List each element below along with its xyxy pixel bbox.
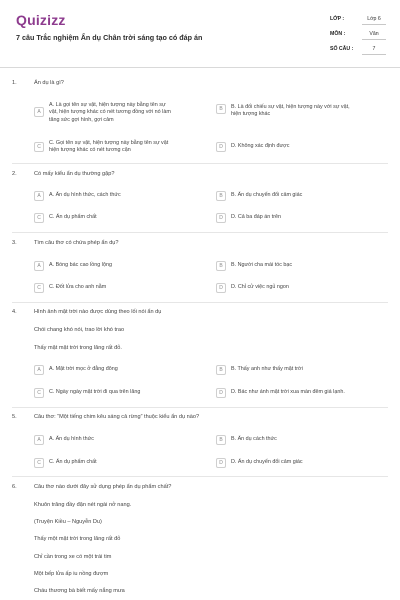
option-a[interactable] <box>34 191 121 201</box>
option-text: D. Ẩn dụ chuyển đổi cảm giác <box>231 459 303 465</box>
option-c[interactable] <box>34 140 168 155</box>
option-a[interactable] <box>34 102 171 124</box>
option-line: C. Gọi tên sự vật, hiện tượng này bằng tên sự vật <box>49 140 169 146</box>
worksheet-title: 7 câu Trắc nghiệm Ẩn dụ Chân trời sáng tạo có đáp án <box>16 33 203 42</box>
subject-label: MÔN : <box>330 31 346 37</box>
option-line: hiện tượng khác <box>231 111 271 118</box>
option-letter: D <box>216 458 226 468</box>
option-letter: A <box>34 191 44 201</box>
option-letter: A <box>34 365 44 375</box>
grade-label: LỚP : <box>330 16 345 22</box>
option-b[interactable] <box>216 191 302 201</box>
option-text: A. Bóng bác cao lồng lộng <box>49 262 112 268</box>
option-letter: B <box>216 261 226 271</box>
option-text: A. Ẩn dụ hình thức <box>49 436 94 442</box>
question-text-line: (Truyện Kiều – Nguyễn Du) <box>34 519 102 525</box>
option-letter: B <box>216 191 226 201</box>
question-text-line: Thấy một mặt trời trong lăng rất đỏ <box>34 536 121 542</box>
option-line: B. Là đối chiếu sự vật, hiện tượng này với sự vật, <box>231 104 350 110</box>
option-letter: D <box>216 388 226 398</box>
question-text-line: Một bếp lửa ấp iu nồng đượm <box>34 571 109 577</box>
question-text-line: Cháu thương bà biết mấy nắng mưa <box>34 588 125 594</box>
option-text: B. Thấy anh như thấy mặt trời <box>231 366 303 372</box>
option-letter: C <box>34 388 44 398</box>
option-b[interactable] <box>216 435 277 445</box>
option-text <box>49 140 168 155</box>
option-c[interactable] <box>34 388 140 398</box>
option-text <box>231 104 350 119</box>
option-text: B. Ẩn dụ cách thức <box>231 436 277 442</box>
question-text-line: Khuôn trăng đầy đặn nét ngài nở nang. <box>34 502 132 508</box>
grade-value: Lớp 6 <box>362 16 386 25</box>
option-d[interactable] <box>216 283 289 293</box>
option-d[interactable] <box>216 213 281 223</box>
option-text: D. Không xác định được <box>231 143 290 149</box>
option-letter: D <box>216 283 226 293</box>
quizizz-logo: Quizizz <box>16 12 66 28</box>
option-text: A. Ẩn dụ hình thức, cách thức <box>49 192 121 198</box>
option-line: hiện tượng khác có nét tương cận <box>49 147 131 154</box>
option-letter: B <box>216 104 226 114</box>
option-letter: C <box>34 142 44 152</box>
option-line: vật, hiện tượng khác có nét tương đồng với nó làm <box>49 109 171 116</box>
option-text: B. Ẩn dụ chuyển đổi cảm giác <box>231 192 303 198</box>
question-count-value: 7 <box>362 46 386 55</box>
option-letter: D <box>216 213 226 223</box>
option-letter: C <box>34 458 44 468</box>
option-d[interactable] <box>216 458 303 468</box>
header-divider <box>0 67 400 68</box>
question-divider <box>12 232 388 233</box>
question-text: Câu thơ: “Một tiếng chim kêu sáng cả rừng” thuộc kiểu ẩn dụ nào? <box>34 414 200 420</box>
option-letter: D <box>216 142 226 152</box>
option-letter: C <box>34 283 44 293</box>
question-number: 2. <box>12 171 17 177</box>
option-b[interactable] <box>216 365 303 375</box>
option-line: A. Là gọi tên sự vật, hiện tượng này bằng tên sự <box>49 102 166 108</box>
worksheet-header <box>0 0 400 66</box>
option-text: D. Cả ba đáp án trên <box>231 214 282 220</box>
question-text: Tìm câu thơ có chứa phép ẩn dụ? <box>34 240 119 246</box>
option-a[interactable] <box>34 435 94 445</box>
option-text: C. Ẩn dụ phẩm chất <box>49 459 97 465</box>
subject-value: Văn <box>362 31 386 40</box>
question-text: Có mấy kiểu ẩn dụ thường gặp? <box>34 171 115 177</box>
option-text: D. Chỉ cử việc ngủ ngon <box>231 284 289 290</box>
option-letter: A <box>34 261 44 271</box>
question-number: 5. <box>12 414 17 420</box>
option-d[interactable] <box>216 142 289 152</box>
option-text: D. Bác như ánh mặt trời xua màn đêm giá lạnh. <box>231 389 345 395</box>
question-number: 4. <box>12 309 17 315</box>
question-text: Câu thơ nào dưới đây sử dụng phép ẩn dụ phẩm chất? <box>34 484 172 490</box>
option-text: C. Đốt lửa cho anh nằm <box>49 284 107 290</box>
option-letter: A <box>34 107 44 117</box>
question-number: 3. <box>12 240 17 246</box>
question-text: Ẩn dụ là gì? <box>34 80 64 86</box>
option-a[interactable] <box>34 365 118 375</box>
question-divider <box>12 163 388 164</box>
question-number: 6. <box>12 484 17 490</box>
option-line: tăng sức gợi hình, gợi cảm <box>49 116 114 123</box>
option-letter: B <box>216 365 226 375</box>
question-text-line: Thấy mặt mặt trời trong lăng rất đỏ. <box>34 345 122 351</box>
question-text: Hình ảnh mặt trời nào được dùng theo lối nói ẩn dụ <box>34 309 162 315</box>
question-text-line: Chói chang khó nói, trao lời khó trao <box>34 327 125 333</box>
option-text: C. Ẩn dụ phẩm chất <box>49 214 97 220</box>
option-text <box>49 102 171 124</box>
option-text: A. Mặt trời mọc ở đằng đông <box>49 366 118 372</box>
option-b[interactable] <box>216 261 292 271</box>
question-number: 1. <box>12 80 17 86</box>
option-c[interactable] <box>34 283 106 293</box>
option-text: C. Ngày ngày mặt trời đi qua trên lăng <box>49 389 141 395</box>
question-divider <box>12 407 388 408</box>
option-a[interactable] <box>34 261 112 271</box>
option-c[interactable] <box>34 213 97 223</box>
option-c[interactable] <box>34 458 97 468</box>
question-divider <box>12 302 388 303</box>
option-letter: B <box>216 435 226 445</box>
option-letter: C <box>34 213 44 223</box>
option-letter: A <box>34 435 44 445</box>
question-divider <box>12 476 388 477</box>
question-count-label: SỐ CÂU : <box>330 46 354 52</box>
question-text-line: Chỉ cần trong xe có một trái tim <box>34 554 112 560</box>
option-d[interactable] <box>216 388 345 398</box>
option-text: B. Người cha mái tóc bạc <box>231 262 293 268</box>
option-b[interactable] <box>216 104 350 119</box>
